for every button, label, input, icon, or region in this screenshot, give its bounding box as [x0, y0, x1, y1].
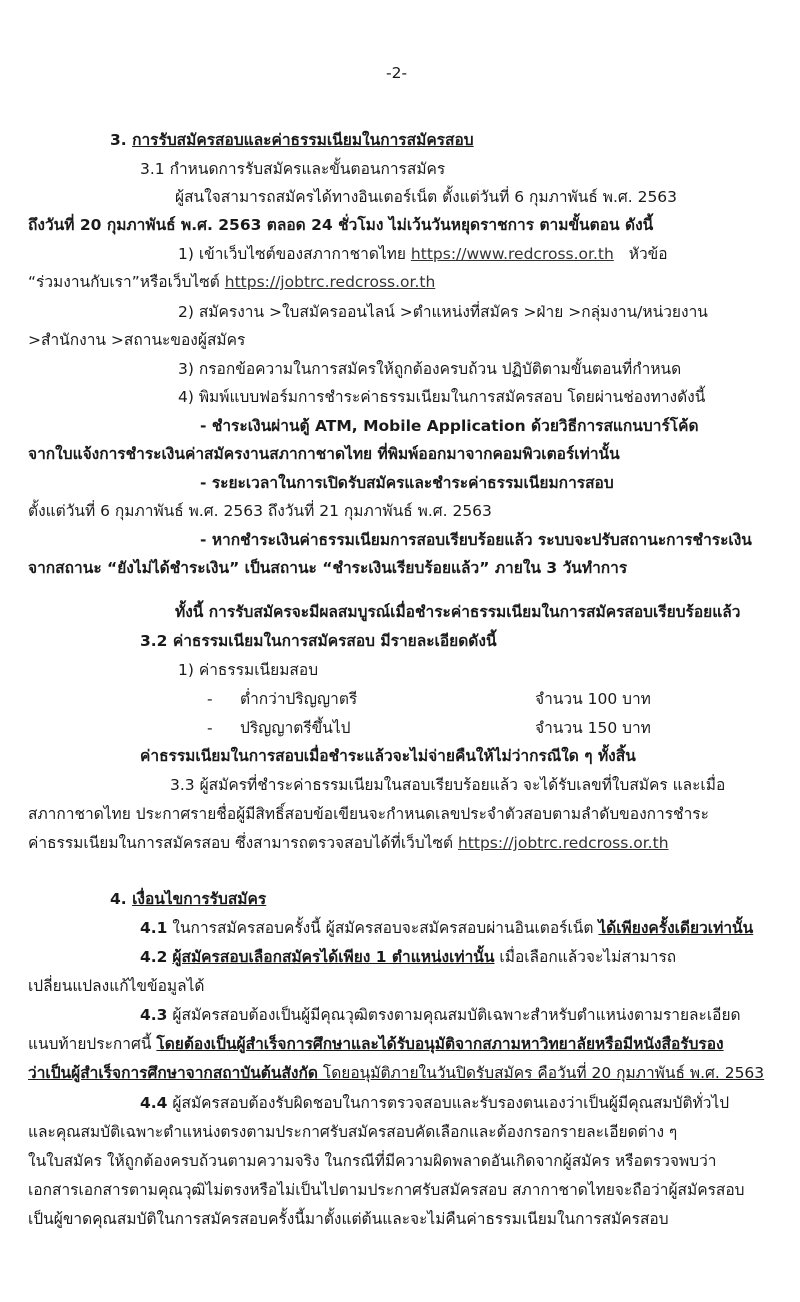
step-1-text-2: “ร่วมงานกับเรา”หรือเว็บไซต์: [28, 273, 220, 291]
period-line1: - ระยะเวลาในการเปิดรับสมัครและชำระค่าธรรมเนียมการสอบ: [200, 474, 614, 492]
section-3-3-line3: [28, 832, 669, 854]
section-4-3-emphasis-2: ว่าเป็นผู้สำเร็จการศึกษาจากสถาบันต้นสังกัด: [28, 1064, 318, 1082]
step-1-topic: หัวข้อ: [628, 245, 668, 263]
step-4: 4) พิมพ์แบบฟอร์มการชำระค่าธรรมเนียมในการสมัครสอบ โดยผ่านช่องทางดังนี้: [178, 388, 706, 406]
fee-row-amount: จำนวน 100 บาท: [535, 690, 651, 708]
section-3-2-title: 3.2 ค่าธรรมเนียมในการสมัครสอบ มีรายละเอียดดังนี้: [140, 632, 497, 650]
section-4-3-text: ผู้สมัครสอบต้องเป็นผู้มีคุณวุฒิตรงตามคุณสมบัติเฉพาะสำหรับตำแหน่งตามรายละเอียด: [167, 1006, 741, 1024]
section-4-4-line1: [140, 1092, 729, 1114]
section-4-3-text-2: แนบท้ายประกาศนี้: [28, 1035, 157, 1053]
section-3-3-line1: 3.3 ผู้สมัครที่ชำระค่าธรรมเนียมในสอบเรียบร้อยแล้ว จะได้รับเลขที่ใบสมัคร และเมื่อ: [170, 776, 726, 794]
section-4-3-number: 4.3: [140, 1006, 168, 1024]
section-4-title: เงื่อนไขการรับสมัคร: [132, 890, 267, 908]
section-3-title: การรับสมัครสอบและค่าธรรมเนียมในการสมัครสอบ: [132, 131, 474, 149]
section-3-1-title: 3.1 กำหนดการรับสมัครและขั้นตอนการสมัคร: [140, 160, 446, 178]
step-1-line1: [178, 243, 668, 265]
section-4-4-text: ผู้สมัครสอบต้องรับผิดชอบในการตรวจสอบและรับรองตนเองว่าเป็นผู้มีคุณสมบัติทั่วไป: [167, 1094, 730, 1112]
fee-row-amount: จำนวน 150 บาท: [535, 719, 651, 737]
payment-method-line1: - ชำระเงินผ่านตู้ ATM, Mobile Application ด้วยวิธีการสแกนบาร์โค้ด: [200, 417, 699, 435]
section-4-2-number: 4.2: [140, 948, 168, 966]
status-line1: - หากชำระเงินค่าธรรมเนียมการสอบเรียบร้อยแล้ว ระบบจะปรับสถานะการชำระเงิน: [200, 531, 752, 549]
payment-method-line2: จากใบแจ้งการชำระเงินค่าสมัครงานสภากาชาดไทย ที่พิมพ์ออกมาจากคอมพิวเตอร์เท่านั้น: [28, 445, 620, 463]
section-4-2-text: เมื่อเลือกแล้วจะไม่สามารถ: [494, 948, 677, 966]
fee-row-dash: -: [207, 690, 213, 708]
section-4-4-line2: และคุณสมบัติเฉพาะตำแหน่งตรงตามประกาศรับสมัครสอบคัดเลือกและต้องกรอกรายละเอียดต่าง ๆ: [28, 1123, 678, 1141]
section-3-3-line2: สภากาชาดไทย ประกาศรายชื่อผู้มีสิทธิ์สอบข้อเขียนจะกำหนดเลขประจำตัวสอบตามลำดับของการชำระ: [28, 805, 709, 823]
section-4-3-line3: [28, 1062, 764, 1084]
fee-heading: 1) ค่าธรรมเนียมสอบ: [178, 661, 319, 679]
section-3-number: 3.: [110, 131, 127, 149]
step-2-line2: >สำนักงาน >สถานะของผู้สมัคร: [28, 331, 246, 349]
fee-row-label: ต่ำกว่าปริญญาตรี: [240, 690, 358, 708]
page-number: -2-: [386, 64, 408, 82]
section-4-4-number: 4.4: [140, 1094, 168, 1112]
section-4-1: [140, 917, 753, 939]
application-complete-note: ทั้งนี้ การรับสมัครจะมีผลสมบูรณ์เมื่อชำระค่าธรรมเนียมในการสมัครสอบเรียบร้อยแล้ว: [175, 603, 741, 621]
jobtrc-website-link[interactable]: https://jobtrc.redcross.or.th: [457, 834, 669, 852]
section-3-3-text: ค่าธรรมเนียมในการสมัครสอบ ซึ่งสามารถตรวจสอบได้ที่เว็บไซต์: [28, 834, 454, 852]
section-3-heading: [110, 129, 474, 151]
step-1-text: 1) เข้าเว็บไซต์ของสภากาชาดไทย: [178, 245, 406, 263]
section-4-1-number: 4.1: [140, 919, 168, 937]
section-4-1-text: ในการสมัครสอบครั้งนี้ ผู้สมัครสอบจะสมัครสอบผ่านอินเตอร์เน็ต: [167, 919, 599, 937]
section-4-4-line3: ในใบสมัคร ให้ถูกต้องครบถ้วนตามความจริง ในกรณีที่มีความผิดพลาดอันเกิดจากผู้สมัคร หรือตรวจพบว่า: [28, 1152, 717, 1170]
fee-row-dash: -: [207, 719, 213, 737]
status-line2: จากสถานะ “ยังไม่ได้ชำระเงิน” เป็นสถานะ “ชำระเงินเรียบร้อยแล้ว” ภายใน 3 วันทำการ: [28, 559, 628, 577]
section-4-3-emphasis: โดยต้องเป็นผู้สำเร็จการศึกษาและได้รับอนุมัติจากสภามหาวิทยาลัยหรือมีหนังสือรับรอง: [156, 1035, 724, 1053]
section-4-1-emphasis: ได้เพียงครั้งเดียวเท่านั้น: [598, 919, 754, 937]
section-4-4-line5: เป็นผู้ขาดคุณสมบัติในการสมัครสอบครั้งนี้มาตั้งแต่ต้นและจะไม่คืนค่าธรรมเนียมในการสมัครสอบ: [28, 1210, 669, 1228]
no-refund-note: ค่าธรรมเนียมในการสอบเมื่อชำระแล้วจะไม่จ่ายคืนให้ไม่ว่ากรณีใด ๆ ทั้งสิ้น: [140, 747, 636, 765]
redcross-website-link[interactable]: https://www.redcross.or.th: [410, 245, 614, 263]
section-4-2-emphasis: ผู้สมัครสอบเลือกสมัครได้เพียง 1 ตำแหน่งเท่านั้น: [172, 948, 495, 966]
fee-row-label: ปริญญาตรีขึ้นไป: [240, 719, 351, 737]
section-4-2-line1: [140, 946, 676, 968]
jobtrc-website-link[interactable]: https://jobtrc.redcross.or.th: [224, 273, 436, 291]
section-4-heading: [110, 888, 266, 910]
section-4-number: 4.: [110, 890, 127, 908]
step-3: 3) กรอกข้อความในการสมัครให้ถูกต้องครบถ้วน ปฏิบัติตามขั้นตอนที่กำหนด: [178, 360, 682, 378]
step-1-line2: [28, 271, 435, 293]
period-line2: ตั้งแต่วันที่ 6 กุมภาพันธ์ พ.ศ. 2563 ถึงวันที่ 21 กุมภาพันธ์ พ.ศ. 2563: [28, 502, 492, 520]
section-4-4-line4: เอกสารเอกสารตามคุณวุฒิไม่ตรงหรือไม่เป็นไปตามประกาศรับสมัครสอบ สภากาชาดไทยจะถือว่าผู้สมัครสอบ: [28, 1181, 745, 1199]
step-2-line1: 2) สมัครงาน >ใบสมัครออนไลน์ >ตำแหน่งที่สมัคร >ฝ่าย >กลุ่มงาน/หน่วยงาน: [178, 303, 708, 321]
section-4-2-line2: เปลี่ยนแปลงแก้ไขข้อมูลได้: [28, 977, 205, 995]
section-4-3-deadline: โดยอนุมัติภายในวันปิดรับสมัคร คือวันที่ 20 กุมภาพันธ์ พ.ศ. 2563: [317, 1064, 765, 1082]
section-4-3-line1: [140, 1004, 741, 1026]
section-3-1-intro-line1: ผู้สนใจสามารถสมัครได้ทางอินเตอร์เน็ต ตั้งแต่วันที่ 6 กุมภาพันธ์ พ.ศ. 2563: [175, 188, 678, 206]
section-4-3-line2: [28, 1033, 724, 1055]
section-3-1-intro-line2: ถึงวันที่ 20 กุมภาพันธ์ พ.ศ. 2563 ตลอด 24 ชั่วโมง ไม่เว้นวันหยุดราชการ ตามขั้นตอน ดังนี้: [28, 216, 654, 234]
